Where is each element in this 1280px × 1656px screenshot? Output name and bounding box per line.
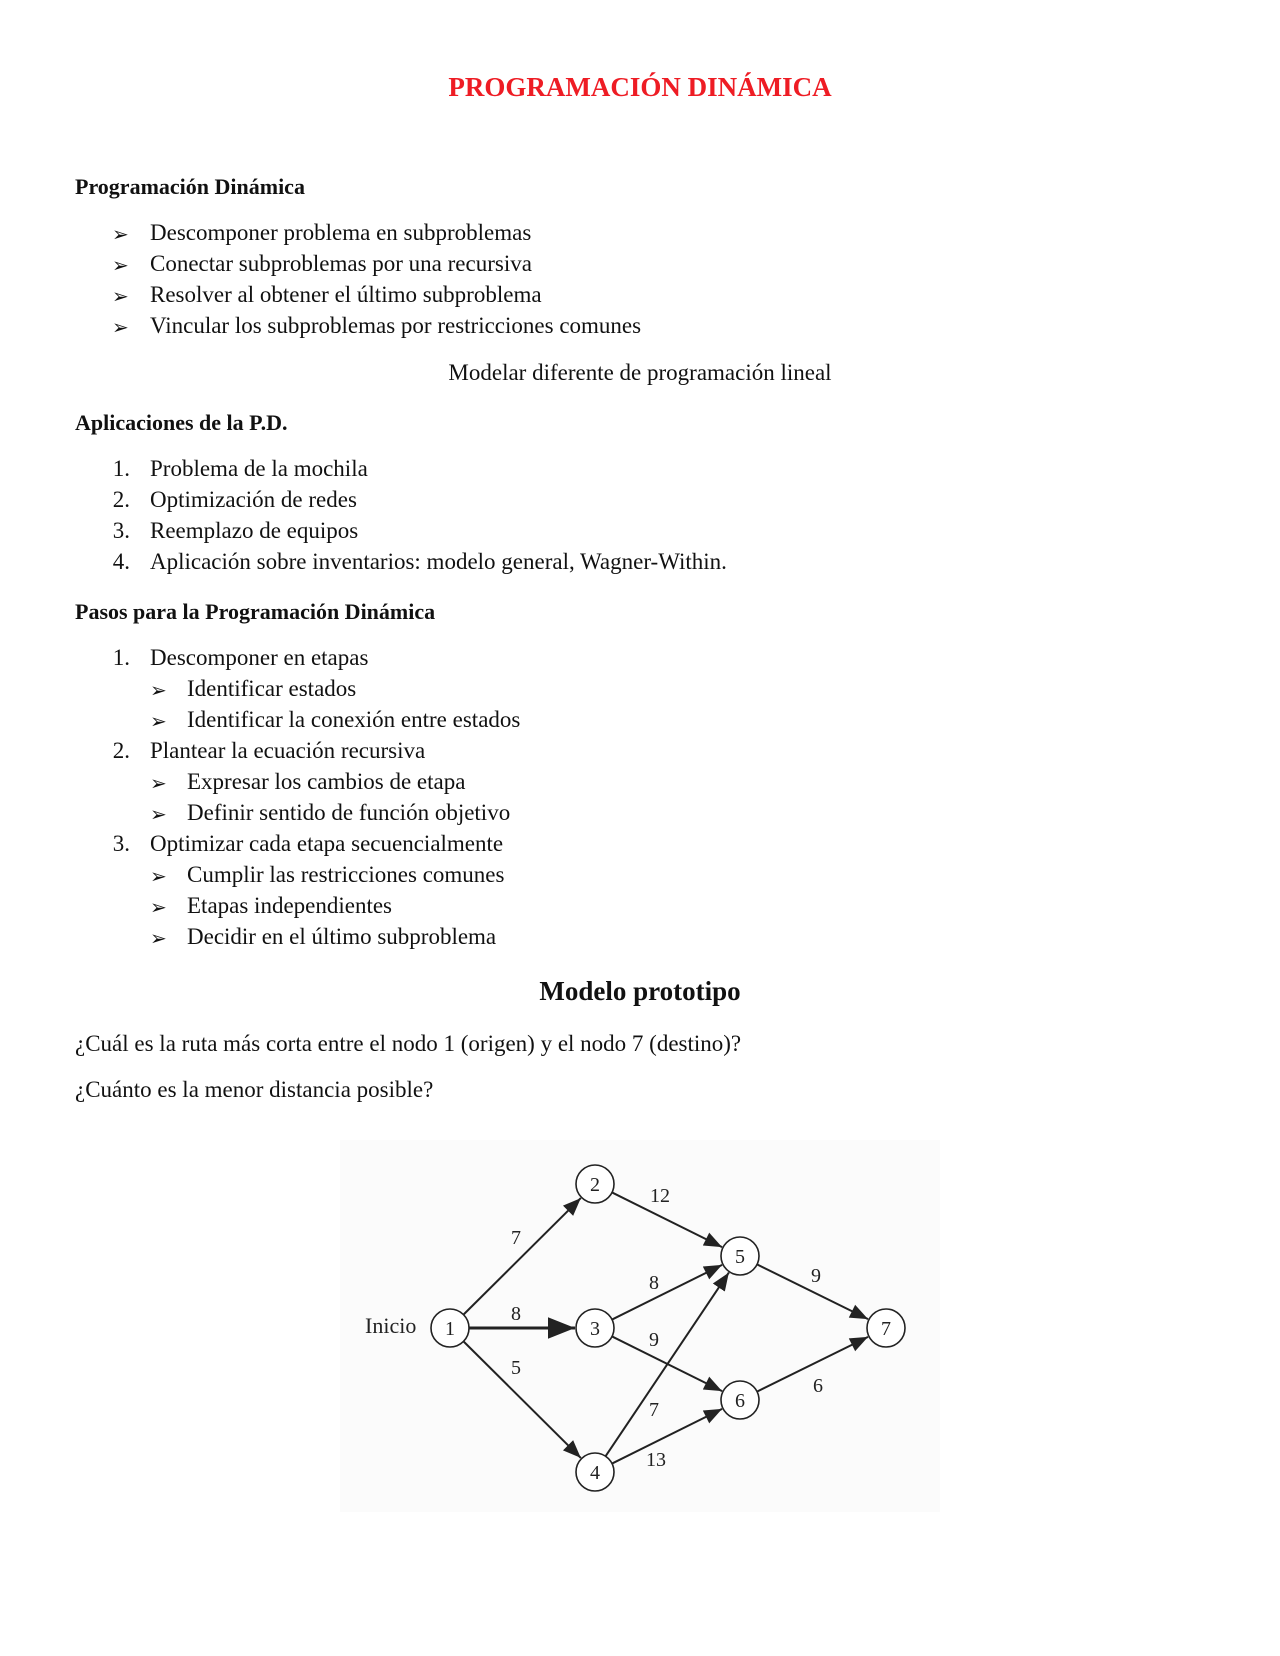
edge-weight-label: 8 <box>649 1272 659 1294</box>
arrow-bullet-icon: ➢ <box>112 286 129 308</box>
node-1-label: 1 <box>445 1318 455 1340</box>
sub-item: Expresar los cambios de etapa <box>187 769 466 794</box>
node-5-label: 5 <box>735 1246 745 1268</box>
sub-item: Definir sentido de función objetivo <box>187 800 511 825</box>
list-number: 4. <box>112 549 130 574</box>
bullet-item: Descomponer problema en subproblemas <box>150 220 532 245</box>
list-item: Aplicación sobre inventarios: modelo general, Wagner-Within. <box>150 549 727 574</box>
bullet-item: Vincular los subproblemas por restricciones comunes <box>150 313 642 338</box>
edge-weight-label: 7 <box>649 1399 659 1421</box>
step-number: 2. <box>112 738 130 763</box>
section-heading-pasos: Pasos para la Programación Dinámica <box>75 599 436 624</box>
sub-item: Etapas independientes <box>187 893 393 918</box>
question-text: ¿Cuál es la ruta más corta entre el nodo 1 (origen) y el nodo 7 (destino)? <box>75 1031 742 1056</box>
page-title: PROGRAMACIÓN DINÁMICA <box>448 72 832 102</box>
step-item: Plantear la ecuación recursiva <box>150 738 426 763</box>
network-diagram <box>340 1140 940 1512</box>
arrow-bullet-icon: ➢ <box>112 317 129 339</box>
edge-weight-label: 9 <box>649 1329 659 1351</box>
node-7-label: 7 <box>881 1318 891 1340</box>
edge-weight-label: 9 <box>811 1265 821 1287</box>
edge-weight-label: 5 <box>511 1357 521 1379</box>
list-number: 3. <box>112 518 130 543</box>
node-3-label: 3 <box>590 1318 600 1340</box>
arrow-bullet-icon: ➢ <box>150 897 167 919</box>
step-number: 3. <box>112 831 130 856</box>
prototype-heading: Modelo prototipo <box>539 976 741 1006</box>
list-number: 2. <box>112 487 130 512</box>
note-text: Modelar diferente de programación lineal <box>448 360 832 385</box>
list-item: Optimización de redes <box>150 487 357 512</box>
step-item: Descomponer en etapas <box>150 645 369 670</box>
sub-item: Decidir en el último subproblema <box>187 924 497 949</box>
arrow-bullet-icon: ➢ <box>150 773 167 795</box>
section-heading-aplicaciones: Aplicaciones de la P.D. <box>75 410 288 435</box>
sub-item: Identificar la conexión entre estados <box>187 707 521 732</box>
question-text: ¿Cuánto es la menor distancia posible? <box>75 1077 434 1102</box>
arrow-bullet-icon: ➢ <box>112 224 129 246</box>
node-6-label: 6 <box>735 1390 745 1412</box>
edge-weight-label: 12 <box>650 1185 670 1207</box>
edge-weight-label: 8 <box>511 1303 521 1325</box>
step-number: 1. <box>112 645 130 670</box>
arrow-bullet-icon: ➢ <box>112 255 129 277</box>
section-heading-programacion: Programación Dinámica <box>75 174 305 199</box>
bullet-item: Resolver al obtener el último subproblema <box>150 282 542 307</box>
start-label: Inicio <box>365 1313 417 1338</box>
edge-weight-label: 7 <box>511 1227 521 1249</box>
arrow-bullet-icon: ➢ <box>150 866 167 888</box>
arrow-bullet-icon: ➢ <box>150 928 167 950</box>
edge-weight-label: 13 <box>646 1449 666 1471</box>
node-4-label: 4 <box>590 1462 600 1484</box>
list-number: 1. <box>112 456 130 481</box>
arrow-bullet-icon: ➢ <box>150 711 167 733</box>
node-2-label: 2 <box>590 1174 600 1196</box>
edge-weight-label: 6 <box>813 1375 823 1397</box>
arrow-bullet-icon: ➢ <box>150 804 167 826</box>
sub-item: Cumplir las restricciones comunes <box>187 862 505 887</box>
bullet-item: Conectar subproblemas por una recursiva <box>150 251 532 276</box>
list-item: Problema de la mochila <box>150 456 368 481</box>
step-item: Optimizar cada etapa secuencialmente <box>150 831 504 856</box>
arrow-bullet-icon: ➢ <box>150 680 167 702</box>
sub-item: Identificar estados <box>187 676 357 701</box>
list-item: Reemplazo de equipos <box>150 518 359 543</box>
